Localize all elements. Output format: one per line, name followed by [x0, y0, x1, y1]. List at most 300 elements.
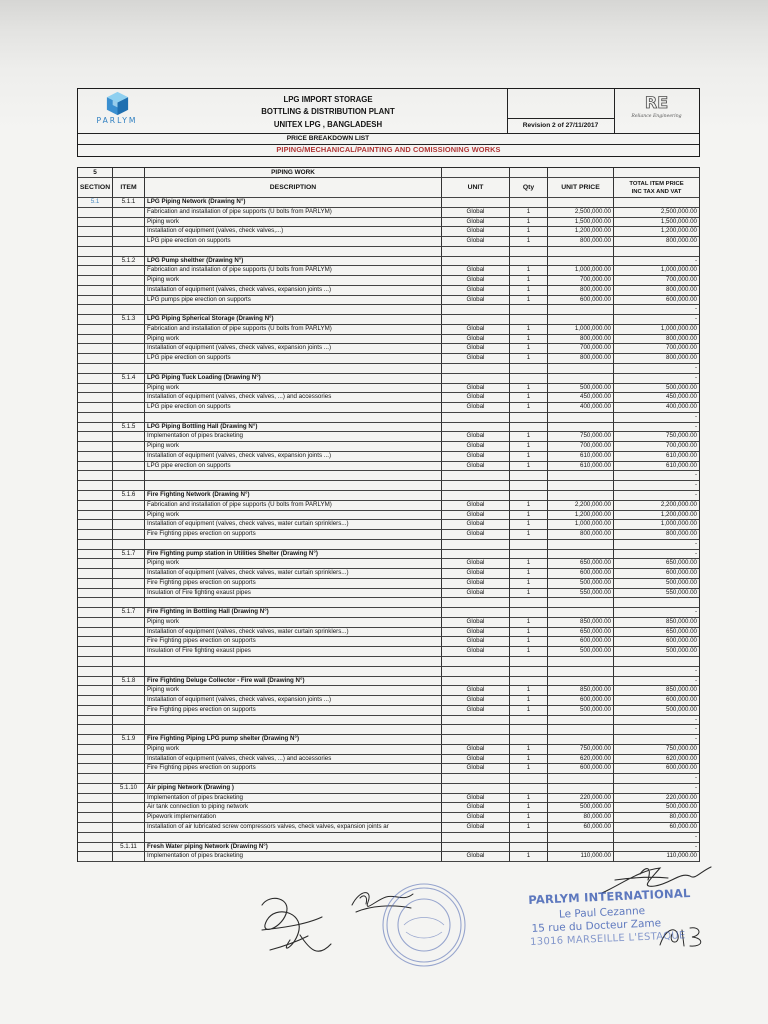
title-line: UNITEX LPG , BANGLADESH [273, 119, 383, 129]
table-row [78, 403, 700, 413]
qty-cell: 1 [510, 384, 548, 394]
re-logo [614, 89, 699, 133]
section-cell [78, 716, 113, 726]
item-cell [113, 462, 145, 472]
item-cell [113, 208, 145, 218]
item-heading-row [78, 315, 700, 325]
table-row [78, 247, 700, 257]
unit-price-cell: 400,000.00 [548, 403, 614, 413]
item-cell [113, 520, 145, 530]
total-cell: 610,000.00 [614, 452, 700, 462]
item-heading-row [78, 608, 700, 618]
unit-price-cell: 600,000.00 [548, 637, 614, 647]
unit-price-cell: 220,000.00 [548, 794, 614, 804]
section-cell [78, 471, 113, 481]
unit-cell: Global [442, 432, 510, 442]
unit-cell: Global [442, 296, 510, 306]
qty-cell: 1 [510, 354, 548, 364]
unit-price-cell [548, 735, 614, 745]
empty-cell [442, 168, 510, 178]
unit-cell: Global [442, 589, 510, 599]
item-cell [113, 823, 145, 833]
unit-cell: Global [442, 803, 510, 813]
total-cell: 500,000.00 [614, 579, 700, 589]
total-cell: 700,000.00 [614, 344, 700, 354]
unit-cell [442, 716, 510, 726]
description-cell: Implementation of pipes bracketing [145, 852, 442, 862]
unit-price-cell: 600,000.00 [548, 764, 614, 774]
qty-cell: 1 [510, 579, 548, 589]
qty-cell: 1 [510, 706, 548, 716]
qty-cell [510, 364, 548, 374]
list-title: PRICE BREAKDOWN LIST [286, 135, 370, 142]
empty-cell [113, 168, 145, 178]
unit-price-cell [548, 257, 614, 267]
section-cell [78, 706, 113, 716]
qty-cell: 1 [510, 208, 548, 218]
unit-cell: Global [442, 813, 510, 823]
unit-cell [442, 423, 510, 433]
qty-cell [510, 247, 548, 257]
signature-mark [262, 898, 331, 951]
description-cell: LPG Piping Tuck Loading (Drawing N°) [145, 374, 442, 384]
table-row [78, 452, 700, 462]
table-row [78, 823, 700, 833]
qty-cell: 1 [510, 393, 548, 403]
unit-price-cell: 500,000.00 [548, 803, 614, 813]
qty-cell [510, 784, 548, 794]
qty-cell: 1 [510, 696, 548, 706]
item-cell [113, 667, 145, 677]
total-header-line: INC TAX AND VAT [631, 188, 682, 195]
total-cell: - [614, 413, 700, 423]
section-cell [78, 608, 113, 618]
total-cell: 750,000.00 [614, 745, 700, 755]
description-cell: Piping work [145, 686, 442, 696]
unit-price-cell: 800,000.00 [548, 335, 614, 345]
description-cell: Installation of equipment (valves, check valves, ...) and accessories [145, 755, 442, 765]
table-row [78, 432, 700, 442]
qty-cell: 1 [510, 589, 548, 599]
qty-cell [510, 725, 548, 735]
qty-cell: 1 [510, 520, 548, 530]
section-cell [78, 305, 113, 315]
unit-price-cell: 610,000.00 [548, 452, 614, 462]
description-cell [145, 716, 442, 726]
table-row [78, 364, 700, 374]
unit-cell: Global [442, 745, 510, 755]
item-cell [113, 764, 145, 774]
item-cell [113, 706, 145, 716]
section-cell: 5.1 [78, 198, 113, 208]
qty-cell: 1 [510, 794, 548, 804]
section-cell [78, 442, 113, 452]
table-row [78, 296, 700, 306]
qty-cell [510, 774, 548, 784]
table-row [78, 569, 700, 579]
qty-cell: 1 [510, 852, 548, 862]
total-cell: 600,000.00 [614, 296, 700, 306]
qty-cell: 1 [510, 452, 548, 462]
section-cell [78, 745, 113, 755]
section-cell [78, 628, 113, 638]
qty-cell: 1 [510, 462, 548, 472]
section-cell [78, 462, 113, 472]
description-cell: LPG pumps pipe erection on supports [145, 296, 442, 306]
qty-cell [510, 716, 548, 726]
unit-price-cell: 80,000.00 [548, 813, 614, 823]
item-cell [113, 530, 145, 540]
section-cell [78, 481, 113, 491]
company-stamp [528, 885, 710, 948]
qty-cell [510, 833, 548, 843]
unit-cell [442, 667, 510, 677]
unit-price-cell: 800,000.00 [548, 530, 614, 540]
table-row [78, 618, 700, 628]
section-cell [78, 803, 113, 813]
unit-price-cell [548, 540, 614, 550]
unit-cell [442, 257, 510, 267]
qty-cell: 1 [510, 637, 548, 647]
section-cell [78, 286, 113, 296]
table-row [78, 706, 700, 716]
description-header: DESCRIPTION [145, 178, 442, 198]
qty-cell: 1 [510, 569, 548, 579]
total-cell: 400,000.00 [614, 403, 700, 413]
item-cell [113, 335, 145, 345]
item-heading-row [78, 491, 700, 501]
item-cell [113, 511, 145, 521]
total-cell: 700,000.00 [614, 442, 700, 452]
item-cell [113, 774, 145, 784]
item-cell [113, 218, 145, 228]
description-cell: LPG pipe erection on supports [145, 403, 442, 413]
group-number: 5 [78, 168, 113, 178]
section-cell [78, 677, 113, 687]
description-cell: Installation of air lubricated screw compressors valves, check valves, expansion joints ar [145, 823, 442, 833]
item-cell: 5.1.9 [113, 735, 145, 745]
total-cell: 2,500,000.00 [614, 208, 700, 218]
total-cell [614, 198, 700, 208]
total-cell: - [614, 374, 700, 384]
total-cell: 220,000.00 [614, 794, 700, 804]
item-cell: 5.1.2 [113, 257, 145, 267]
description-cell: LPG pipe erection on supports [145, 462, 442, 472]
table-row [78, 598, 700, 608]
description-cell: LPG Pump shelther (Drawing N°) [145, 257, 442, 267]
total-cell: - [614, 315, 700, 325]
item-cell [113, 354, 145, 364]
section-cell [78, 374, 113, 384]
section-cell [78, 540, 113, 550]
unit-cell: Global [442, 686, 510, 696]
table-row [78, 344, 700, 354]
unit-price-cell: 610,000.00 [548, 462, 614, 472]
table-row [78, 266, 700, 276]
unit-cell [442, 305, 510, 315]
item-cell: 5.1.11 [113, 843, 145, 853]
stamp-line: PARLYM INTERNATIONAL [528, 885, 691, 907]
description-cell: Piping work [145, 276, 442, 286]
unit-cell [442, 608, 510, 618]
section-cell [78, 364, 113, 374]
qty-cell: 1 [510, 618, 548, 628]
unit-price-cell: 750,000.00 [548, 432, 614, 442]
table-row [78, 471, 700, 481]
unit-price-cell: 600,000.00 [548, 696, 614, 706]
description-cell: Fire Fighting pipes erection on supports [145, 706, 442, 716]
unit-price-cell: 800,000.00 [548, 286, 614, 296]
section-cell [78, 774, 113, 784]
table-row [78, 559, 700, 569]
table-body [78, 198, 700, 862]
total-cell: 500,000.00 [614, 706, 700, 716]
description-cell: Installation of equipment (valves, check valves, expansion joints ...) [145, 344, 442, 354]
description-cell: Piping work [145, 559, 442, 569]
description-cell: Piping work [145, 335, 442, 345]
total-cell: - [614, 423, 700, 433]
unit-cell [442, 725, 510, 735]
description-cell: LPG pipe erection on supports [145, 354, 442, 364]
empty-cell [548, 168, 614, 178]
unit-price-cell [548, 247, 614, 257]
total-cell: 60,000.00 [614, 823, 700, 833]
section-cell [78, 403, 113, 413]
item-cell [113, 403, 145, 413]
qty-cell [510, 413, 548, 423]
item-cell [113, 696, 145, 706]
qty-cell [510, 491, 548, 501]
project-title [149, 94, 507, 132]
title-line: BOTTLING & DISTRIBUTION PLANT [261, 107, 395, 116]
section-cell [78, 208, 113, 218]
item-cell: 5.1.1 [113, 198, 145, 208]
table-row [78, 813, 700, 823]
description-cell [145, 481, 442, 491]
description-cell [145, 540, 442, 550]
section-cell [78, 735, 113, 745]
qty-cell [510, 598, 548, 608]
qty-cell: 1 [510, 823, 548, 833]
unit-price-cell: 850,000.00 [548, 618, 614, 628]
qty-cell: 1 [510, 325, 548, 335]
item-header: ITEM [113, 178, 145, 198]
table-row [78, 755, 700, 765]
description-cell: Installation of equipment (valves, check valves, expansion joints ...) [145, 696, 442, 706]
item-cell [113, 227, 145, 237]
unit-price-cell: 600,000.00 [548, 569, 614, 579]
section-cell [78, 315, 113, 325]
unit-cell: Global [442, 755, 510, 765]
section-cell [78, 667, 113, 677]
total-cell: 800,000.00 [614, 354, 700, 364]
description-cell: Fabrication and installation of pipe supports (U bolts from PARLYM) [145, 325, 442, 335]
description-cell: Installation of equipment (valves, check valves, expansion joints ...) [145, 286, 442, 296]
unit-price-cell [548, 657, 614, 667]
unit-price-cell: 2,500,000.00 [548, 208, 614, 218]
unit-price-cell [548, 413, 614, 423]
unit-price-cell: 1,000,000.00 [548, 325, 614, 335]
section-cell [78, 725, 113, 735]
total-cell: 850,000.00 [614, 618, 700, 628]
qty-cell: 1 [510, 803, 548, 813]
total-header-line: TOTAL ITEM PRICE [629, 180, 684, 187]
total-cell: - [614, 491, 700, 501]
table-row [78, 384, 700, 394]
unit-cell: Global [442, 579, 510, 589]
unit-price-cell [548, 471, 614, 481]
item-heading-row [78, 784, 700, 794]
item-cell [113, 286, 145, 296]
section-cell [78, 393, 113, 403]
qty-cell: 1 [510, 530, 548, 540]
revision-label: Revision 2 of 27/11/2017 [522, 121, 599, 129]
empty-cell [614, 168, 700, 178]
qty-cell: 1 [510, 686, 548, 696]
unit-price-cell: 500,000.00 [548, 384, 614, 394]
total-cell: - [614, 725, 700, 735]
total-cell: 1,000,000.00 [614, 325, 700, 335]
unit-cell [442, 677, 510, 687]
unit-cell: Global [442, 569, 510, 579]
item-cell [113, 637, 145, 647]
unit-price-cell [548, 667, 614, 677]
works-subtitle: PIPING/MECHANICAL/PAINTING AND COMISSIONING WORKS [276, 145, 501, 154]
description-cell: Fire Fighting pipes erection on supports [145, 764, 442, 774]
unit-price-cell [548, 833, 614, 843]
item-cell [113, 237, 145, 247]
item-cell [113, 452, 145, 462]
total-cell: 600,000.00 [614, 569, 700, 579]
qty-header: Qty [510, 178, 548, 198]
total-cell: - [614, 540, 700, 550]
parlym-logo [86, 90, 148, 132]
total-cell: 1,200,000.00 [614, 511, 700, 521]
total-cell: 1,000,000.00 [614, 520, 700, 530]
table-row [78, 745, 700, 755]
unit-cell: Global [442, 266, 510, 276]
unit-cell [442, 657, 510, 667]
qty-cell: 1 [510, 432, 548, 442]
section-cell [78, 559, 113, 569]
total-cell [614, 657, 700, 667]
table-row [78, 637, 700, 647]
qty-cell [510, 374, 548, 384]
unit-cell: Global [442, 208, 510, 218]
table-row [78, 354, 700, 364]
unit-cell: Global [442, 696, 510, 706]
item-heading-row [78, 257, 700, 267]
table-row [78, 540, 700, 550]
stamp-line: Le Paul Cezanne [558, 904, 646, 921]
unit-price-cell: 500,000.00 [548, 706, 614, 716]
item-cell [113, 628, 145, 638]
circular-seal [383, 884, 465, 966]
unit-price-cell [548, 608, 614, 618]
description-cell: Piping work [145, 745, 442, 755]
section-cell [78, 344, 113, 354]
unit-price-cell: 700,000.00 [548, 344, 614, 354]
section-cell [78, 550, 113, 560]
item-heading-row [78, 735, 700, 745]
section-cell [78, 589, 113, 599]
unit-cell [442, 364, 510, 374]
table-row [78, 530, 700, 540]
section-cell [78, 637, 113, 647]
table-row [78, 442, 700, 452]
description-cell: Fabrication and installation of pipe supports (U bolts from PARLYM) [145, 266, 442, 276]
qty-cell: 1 [510, 344, 548, 354]
unit-price-cell: 1,000,000.00 [548, 520, 614, 530]
description-cell [145, 725, 442, 735]
description-cell: Piping work [145, 384, 442, 394]
section-cell [78, 657, 113, 667]
description-cell: LPG Piping Bottling Hall (Drawing N°) [145, 423, 442, 433]
unit-price-cell [548, 716, 614, 726]
item-cell [113, 589, 145, 599]
total-cell: 600,000.00 [614, 696, 700, 706]
total-cell: - [614, 608, 700, 618]
unit-cell: Global [442, 344, 510, 354]
unit-cell: Global [442, 637, 510, 647]
item-heading-row [78, 423, 700, 433]
qty-cell [510, 667, 548, 677]
item-heading-row [78, 198, 700, 208]
description-cell: Installation of equipment (valves, check valves,...) [145, 227, 442, 237]
total-cell: 600,000.00 [614, 764, 700, 774]
item-cell [113, 579, 145, 589]
total-cell: 800,000.00 [614, 530, 700, 540]
section-cell [78, 266, 113, 276]
description-cell: Fire Fighting pipes erection on supports [145, 579, 442, 589]
item-cell [113, 686, 145, 696]
item-cell [113, 598, 145, 608]
unit-cell: Global [442, 354, 510, 364]
stamp-line: 15 rue du Docteur Zame [531, 917, 662, 935]
unit-price-cell: 700,000.00 [548, 442, 614, 452]
item-cell: 5.1.5 [113, 423, 145, 433]
qty-cell [510, 608, 548, 618]
unit-price-cell: 450,000.00 [548, 393, 614, 403]
unit-price-cell: 2,200,000.00 [548, 501, 614, 511]
total-cell: - [614, 257, 700, 267]
item-cell [113, 432, 145, 442]
total-cell: - [614, 843, 700, 853]
unit-cell: Global [442, 286, 510, 296]
item-heading-row [78, 374, 700, 384]
item-cell: 5.1.6 [113, 491, 145, 501]
table-row [78, 647, 700, 657]
table-row [78, 305, 700, 315]
section-cell [78, 794, 113, 804]
unit-cell [442, 598, 510, 608]
unit-cell [442, 198, 510, 208]
section-cell [78, 325, 113, 335]
description-cell: LPG Piping Spherical Storage (Drawing N°) [145, 315, 442, 325]
table-row [78, 325, 700, 335]
description-cell [145, 598, 442, 608]
unit-price-cell: 60,000.00 [548, 823, 614, 833]
item-cell [113, 305, 145, 315]
unit-price-cell: 1,000,000.00 [548, 266, 614, 276]
qty-cell: 1 [510, 559, 548, 569]
unit-cell: Global [442, 628, 510, 638]
item-heading-row [78, 550, 700, 560]
total-cell: 450,000.00 [614, 393, 700, 403]
table-row [78, 628, 700, 638]
parlym-wordmark: PARLYM [96, 116, 138, 125]
item-cell [113, 344, 145, 354]
